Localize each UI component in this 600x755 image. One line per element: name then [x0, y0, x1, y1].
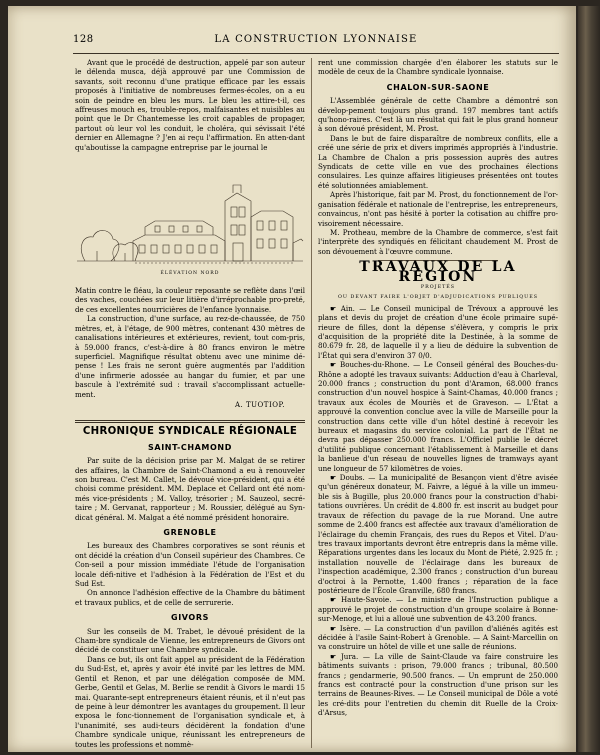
column-divider	[311, 58, 312, 748]
entry-ain	[318, 304, 558, 360]
chalon-heading: CHALON-SUR-SAONE	[386, 82, 490, 92]
header-rule	[73, 53, 559, 54]
right-column	[318, 58, 558, 718]
entry-haute-savoie	[318, 595, 558, 623]
construction-paragraph: La construction, d'une surface, au rez-de-chaussée, de 750 mètres, et, à l'étage, de 900 mètres, contenant 430 mètres de canalisations intérieures et extérieures, revient, tout com-pris, à 59.000 francs, c'est-à-dire à 80 francs environ le mètre superficiel. Magnifique résultat obtenu avec une minime dé-pense ! Les frais ne seront guère augmentés par l'addition d'une infirmerie adossée au hangar du fumier, et par une bascule à l'extrémité sud : travail s'accomplissant actuelle-ment.	[75, 314, 305, 399]
left-column	[75, 58, 305, 749]
grenoble-paragraph-2: On annonce l'adhésion effective de la Chambre du bâtiment et travaux publics, et de celle de serrurerie.	[75, 588, 305, 607]
pointing-hand-icon: ☛	[330, 303, 341, 313]
travaux-subtitle-1: PROJETÉS	[420, 284, 456, 290]
pointing-hand-icon: ☛	[330, 595, 341, 605]
page-edge	[578, 6, 600, 752]
entry-ain-text: Ain. — Le Conseil municipal de Trévoux a approuvé les plans et devis du projet de création d'une école primaire supé-rieure de filles, dont la dépense s'élèvera, y compris le prix d'acquisition de la propriété dite la Destinée, à la somme de 80.679 fr. 28, de laquelle il y a lieu de déduire la subvention de l'État qui sera d'environ 37 0/0.	[318, 303, 558, 360]
running-title: LA CONSTRUCTION LYONNAISE	[214, 34, 418, 45]
chalon-paragraph-4: M. Protheau, membre de la Chambre de commerce, s'est fait l'interprète des syndiqués en félicitant chaudement M. Prost de son dévouement à l'œuvre commune.	[318, 227, 558, 256]
entry-haute-savoie-text: Haute-Savoie. — Le ministre de l'Instruction publique a approuvé le projet de construction d'un groupe scolaire à Bonne-sur-Menoge, et lui a alloué une subvention de 43.200 francs.	[318, 595, 559, 624]
section-rule-top	[75, 420, 305, 421]
entry-bdr-text: Bouches-du-Rhone. — Le Conseil général des Bouches-du-Rhône a adopté les travaux suivants: Adduction d'eau à Charleval, 20.000 francs ; construction du pont d'Aramon, 68.000 francs construction d'un nouvel hospice à Saint-Chamas, 40.000 francs ; travaux aux écoles de Mouriès et de Graveson. — L'État a approuvé la convention conclue avec la ville de Marseille pour la construction dans cette ville d'un hôtel destiné à recevoir les bureaux et magasins du service colonial. La part de l'État ne devra pas dépasser 250.000 francs. L'Officiel publie le décret d'utilité publique concernant l'établissement à Marseille et dans la banlieue d'un réseau de nouvelles lignes de tramways ayant une longueur de 57 kilomètres de voies.	[318, 360, 558, 473]
st-chamond-paragraph: Par suite de la décision prise par M. Malgat de se retirer des affaires, la Chambre de Saint-Chamond a eu à renouveler son bureau. C'est M. Callet, le dévoué vice-président, qui a été choisi comme président. MM. Deplace et Cellard ont été nom-més vice-présidents ; M. Valloy, trésorier ; M. Sauzeol, secré-taire ; M. Gervanat, rapporteur ; M. Roussier, délégué au Syn-dicat général. M. Malgat a été nommé président honoraire.	[75, 456, 305, 522]
chalon-paragraph-1: L'Assemblée générale de cette Chambre a démontré son dévelop-pement toujours plus grand. 197 membres tant actifs qu'hono-raires. C'est là un résultat qui fait le plus grand honneur à son dévoué président, M. Prost.	[318, 96, 558, 134]
entry-bouches-du-rhone	[318, 360, 558, 473]
entry-isere	[318, 624, 558, 652]
entry-doubs-text: Doubs. — La municipalité de Besançon vient d'être avisée qu'un généreux donateur, M. Faivre, a légué à la ville un immeu-ble sis à Bugille, plus 20.000 francs pour la construction d'habi-tations ouvrières. Un crédit de 4.800 fr. est inscrit au budget pour travaux de réfection du pavage de la rue Morand. Une autre somme de 2.400 francs est affectée aux travaux d'amélioration de l'éclairage du chemin Français, des rues du Repos et Vitel. D'au-tres travaux importants devront être entrepris dans la même ville. Réparations urgentes dans les locaux du Mont de Piété, 2.925 fr. ; installation nouvelle de l'éclairage dans les bureaux de l'inspection académique, 2.300 francs ; construction d'un bureau d'octroi à la Pernotte, 1.400 francs ; réparation de la face postérieure de l'École Granville, 680 francs.	[318, 473, 558, 595]
section-title: CHRONIQUE SYNDICALE RÉGIONALE	[82, 426, 298, 438]
grenoble-paragraph-1: Les bureaux des Chambres corporatives se sont réunis et ont décidé la création d'un Conseil supérieur des Chambres. Ce Con-seil a pour mission immédiate l'étude de l'organisation locale défi-nitive et l'adhésion à la Fédération de l'Est et du Sud Est.	[75, 541, 305, 589]
author-signature: A. TUOTIOP.	[234, 400, 285, 409]
matin-paragraph: Matin contre le fléau, la couleur reposante se reflète dans l'œil des vaches, couchées sur leur litière d'irréprochable pro-preté, de ces excellentes nourricières de l'enfance lyonnaise.	[75, 286, 305, 314]
givors-continuation: rent une commission chargée d'en élaborer les statuts sur le modèle de ceux de la Chambre syndicale lyonnaise.	[318, 58, 558, 77]
givors-heading: GIVORS	[171, 613, 209, 623]
intro-paragraph: Avant que le procédé de destruction, appelé par son auteur le délenda musca, déjà approuvé par une Commission de savants, soit reconnu d'une pratique efficace par les essais proposés à l'initiative de nombreuses fermes-écoles, on a eu soin de peindre en bleu les murs. Le bleu les attire-t-il, ces affreuses mouch es, trouble-repos, malfaisantes et nuisibles au point que le Dr Chantemesse les croit capables de propager, partout où leur vol les conduit, le choléra, qui sévissait l'été dernier en Allemagne ? J'en ai reçu l'affirmation. En atten-dant qu'aboutisse la campagne entreprise par le journal le	[75, 58, 305, 152]
grenoble-heading: GRENOBLE	[163, 528, 217, 537]
page-number: 128	[73, 34, 94, 45]
travaux-title: TRAVAUX DE LA RÉGION	[359, 259, 517, 285]
figure-caption: ÉLÉVATION NORD	[160, 271, 220, 277]
pointing-hand-icon: ☛	[330, 360, 340, 370]
st-chamond-heading: SAINT-CHAMOND	[148, 442, 232, 452]
givors-paragraph-2: Dans ce but, ils ont fait appel au président de la Fédération du Sud-Est, et, après y avoir été invité par les lettres de MM. Gentil et Renon, et par une délégation composée de MM. Gerbe, Gentil et Gelas, M. Berlie se rendit à Givors le mardi 15 mai. Quarante-sept entrepreneurs étaient réunis, et il n'eut pas de peine à leur démontrer les avantages du groupement. Il leur exposa le fonc-tionnement de l'organisation syndicale et, à l'unanimité, ses audi-teurs décidèrent la fondation d'une Chambre syndicale unique, réunissant les entrepreneurs de toutes les professions et nommè-	[75, 654, 305, 749]
entry-jura-text: Jura. — La ville de Saint-Claude va faire construire les bâtiments suivants : prison, 79.000 francs ; tribunal, 80.500 francs ; gendarmerie, 90.500 francs. — Un emprunt de 250.000 francs est contracté pour la construction d'une prison sur les terrains de Beaunes-Rives. — Le Conseil municipal de Dôle a voté les cré-dits pour l'entretien du chemin dit Ruelle de la Croix-d'Arsus,	[318, 651, 558, 718]
chalon-paragraph-2: Dans le but de faire disparaître de nombreux conflits, elle a créé une série de prix et divers imprimés appropriés à l'industrie. La Chambre de Chalon a pris possession auprès des autres Syndicats de cette ville en vue des prochaines élections consulaires. Les quinze affaires litigieuses présentées ont toutes été solutionnées amiablement.	[318, 133, 558, 190]
givors-paragraph-1: Sur les conseils de M. Trabet, le dévoué président de la Cham-bre syndicale de Vienne, les entrepreneurs de Givors ont décidé de constituer une Chambre syndicale.	[75, 626, 305, 655]
entry-jura	[318, 652, 558, 718]
running-header	[73, 34, 559, 50]
pointing-hand-icon: ☛	[330, 473, 340, 483]
travaux-subtitle-2: OU DEVANT FAIRE L'OBJET D'ADJUDICATIONS PUBLIQUES	[337, 295, 539, 301]
elevation-figure	[75, 155, 305, 283]
chalon-paragraph-3: Après l'historique, fait par M. Prost, du fonctionnement de l'or-ganisation fédérale et nationale de l'entreprise, les entrepreneurs, convaincus, n'ont pas hésité à porter la cotisation au chiffre pro-visoirement nécessaire.	[318, 190, 558, 228]
entry-isere-text: Isère. — La construction d'un pavillon d'aliénés agités est décidée à l'asile Saint-Robert à Grenoble. — A Saint-Marcellin on va construire un hôtel de ville et une salle de réunions.	[318, 623, 558, 652]
farm-elevation-drawing	[75, 155, 305, 275]
pointing-hand-icon: ☛	[330, 623, 340, 633]
entry-doubs	[318, 473, 558, 595]
section-rule-bottom	[75, 422, 305, 423]
pointing-hand-icon: ☛	[330, 651, 341, 661]
